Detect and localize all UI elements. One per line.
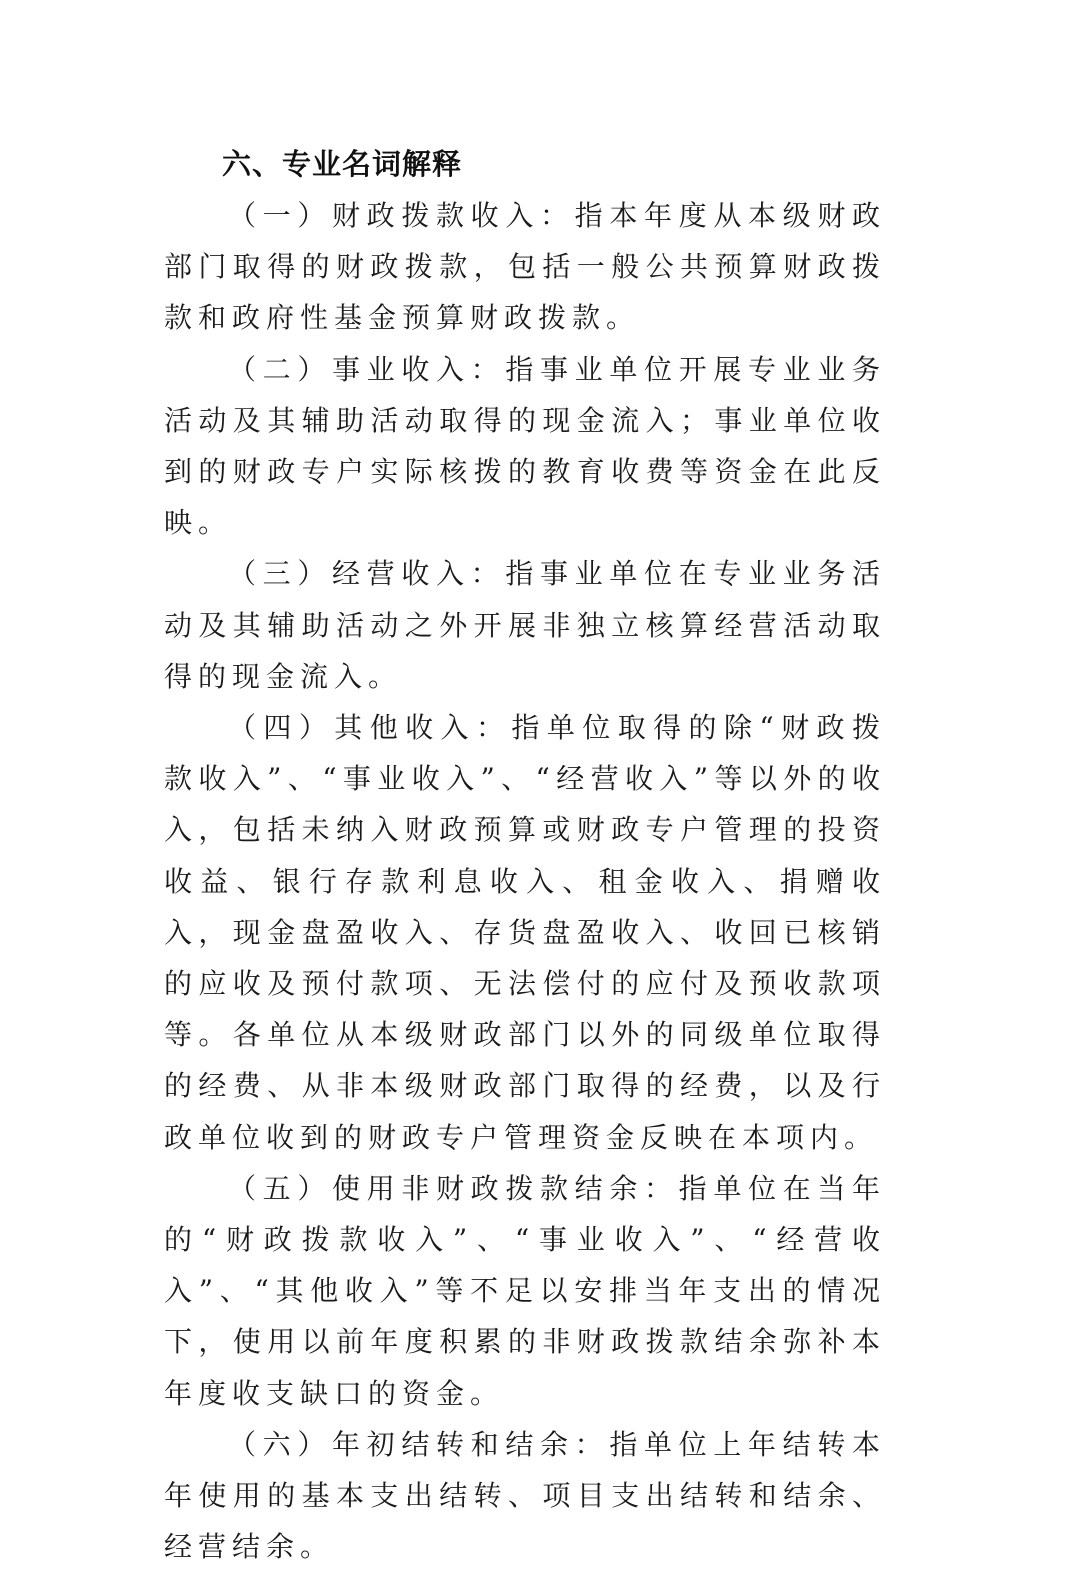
definition-paragraph: （五）使用非财政拨款结余：指单位在当年的“财政拨款收入”、“事业收入”、“经营收入”、“其他收入”等不足以安排当年支出的情况下，使用以前年度积累的非财政拨款结余弥补本年度收支缺口的资金。 (164, 1171, 886, 1410)
definition-paragraph: （一）财政拨款收入：指本年度从本级财政部门取得的财政拨款，包括一般公共预算财政拨款和政府性基金预算财政拨款。 (164, 199, 886, 335)
definition-paragraph: （二）事业收入：指事业单位开展专业业务活动及其辅助活动取得的现金流入；事业单位收到的财政专户实际核拨的教育收费等资金在此反映。 (164, 352, 886, 540)
definition-paragraph: （三）经营收入：指事业单位在专业业务活动及其辅助活动之外开展非独立核算经营活动取得的现金流入。 (164, 557, 886, 693)
definitions-body (164, 190, 886, 1572)
definition-paragraph: （六）年初结转和结余：指单位上年结转本年使用的基本支出结转、项目支出结转和结余、经营结余。 (164, 1427, 886, 1564)
section-heading: 六、专业名词解释 (222, 147, 463, 181)
definition-paragraph: （四）其他收入：指单位取得的除“财政拨款收入”、“事业收入”、“经营收入”等以外的收入，包括未纳入财政预算或财政专户管理的投资收益、银行存款利息收入、租金收入、捐赠收入，现金盘盈收入、存货盘盈收入、收回已核销的应收及预付款项、无法偿付的应付及预收款项等。各单位从本级财政部门以外的同级单位取得的经费、从非本级财政部门取得的经费，以及行政单位收到的财政专户管理资金反映在本项内。 (164, 711, 886, 1154)
